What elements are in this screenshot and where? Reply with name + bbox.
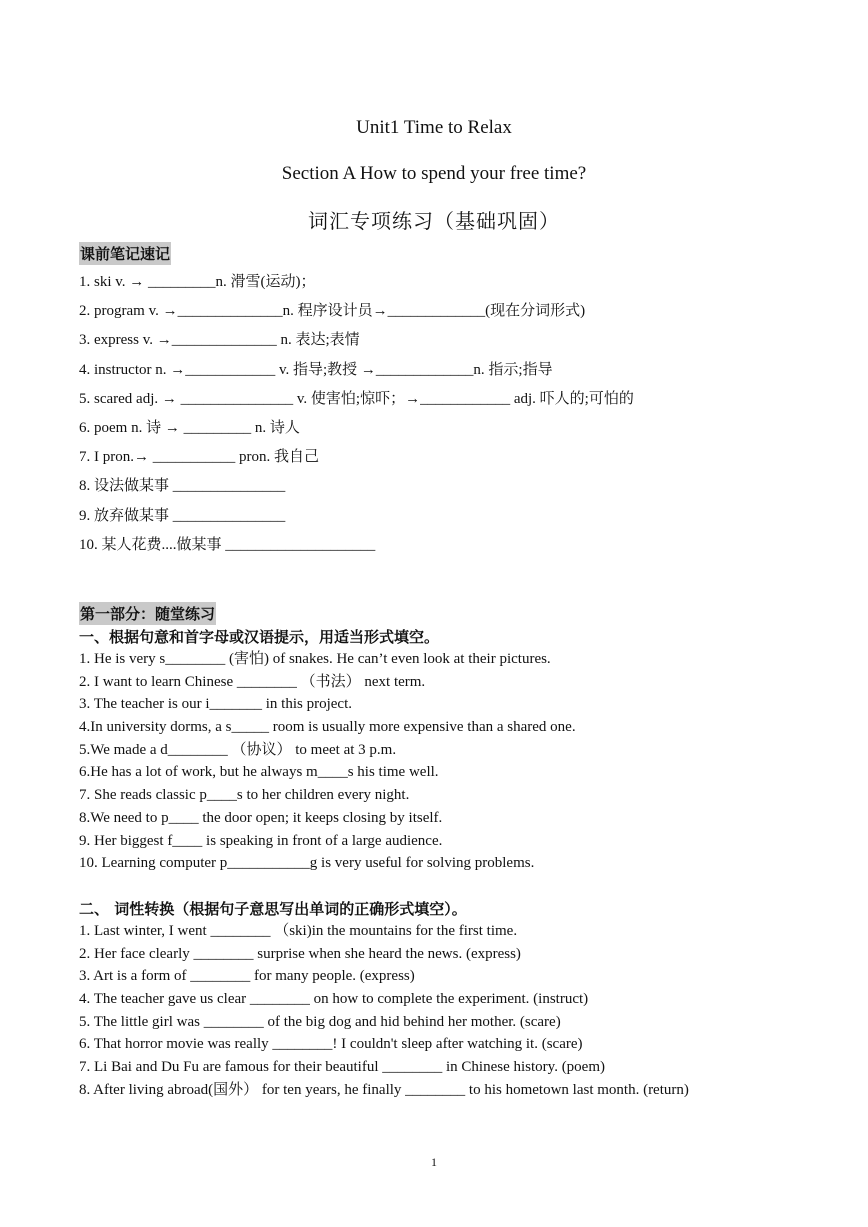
worksheet-subtitle: 词汇专项练习（基础巩固） [308,209,560,233]
list-item: 3. Art is a form of ________ for many people. (express) [79,968,415,985]
list-item: 6. poem n. 诗 → _________ n. 诗人 [79,419,300,436]
list-item: 7. I pron.→ ___________ pron. 我自己 [79,449,319,466]
list-item: 3. The teacher is our i_______ in this project. [79,696,352,713]
list-item: 7. She reads classic p____s to her children every night. [79,787,410,804]
list-item: 9. Her biggest f____ is speaking in front of a large audience. [79,832,443,849]
notes-heading: 课前笔记速记 [79,242,171,265]
list-item: 10. Learning computer p___________g is very useful for solving problems. [79,855,535,872]
list-item: 5. scared adj. → _______________ v. 使害怕;惊吓；→____________ adj. 吓人的;可怕的 [79,390,634,407]
list-item: 6.He has a lot of work, but he always m____s his time well. [79,764,439,781]
unit-title: Unit1 Time to Relax [356,117,512,138]
list-item: 10. 某人花费....做某事 ____________________ [79,536,376,553]
list-item: 7. Li Bai and Du Fu are famous for their beautiful ________ in Chinese history. (poem) [79,1059,606,1076]
list-item: 4. instructor n. →____________ v. 指导;教授 →_____________n. 指示;指导 [79,361,553,378]
list-item: 5.We made a d________ （协议） to meet at 3 p.m. [79,741,397,758]
list-item: 4. The teacher gave us clear ________ on how to complete the experiment. (instruct) [79,991,589,1008]
part2-exercise-list [79,920,819,1102]
list-item: 1. He is very s________ (害怕) of snakes. He can’t even look at their pictures. [79,651,551,667]
part1-exercise-list [79,648,819,875]
list-item: 3. express v. →______________ n. 表达;表情 [79,332,360,349]
list-item: 8.We need to p____ the door open; it keeps closing by itself. [79,809,443,826]
list-item: 2. Her face clearly ________ surprise when she heard the news. (express) [79,945,521,962]
vocab-notes-list [79,268,819,560]
list-item: 1. Last winter, I went ________ （ski)in the mountains for the first time. [79,923,518,939]
page-number: 1 [431,1155,437,1169]
list-item: 6. That horror movie was really ________! I couldn't sleep after watching it. (scare) [79,1036,583,1053]
list-item: 1. ski v. → _________n. 滑雪(运动)； [79,274,316,290]
part2-subheading: 二、 词性转换（根据句子意思写出单词的正确形式填空）。 [79,900,467,918]
list-item: 9. 放弃做某事 _______________ [79,507,286,524]
list-item: 5. The little girl was ________ of the big dog and hid behind her mother. (scare) [79,1013,561,1030]
list-item: 4.In university dorms, a s_____ room is usually more expensive than a shared one. [79,719,576,736]
part1-heading: 第一部分：随堂练习 [79,602,216,625]
section-title: Section A How to spend your free time? [281,163,587,184]
list-item: 8. After living abroad(国外） for ten years, he finally ________ to his hometown last month. (return) [79,1081,689,1098]
list-item: 2. I want to learn Chinese ________ （书法） next term. [79,673,426,690]
list-item: 2. program v. →______________n. 程序设计员→_____________(现在分词形式) [79,303,586,320]
list-item: 8. 设法做某事 _______________ [79,478,286,495]
part1-subheading: 一、根据句意和首字母或汉语提示，用适当形式填空。 [79,628,440,646]
